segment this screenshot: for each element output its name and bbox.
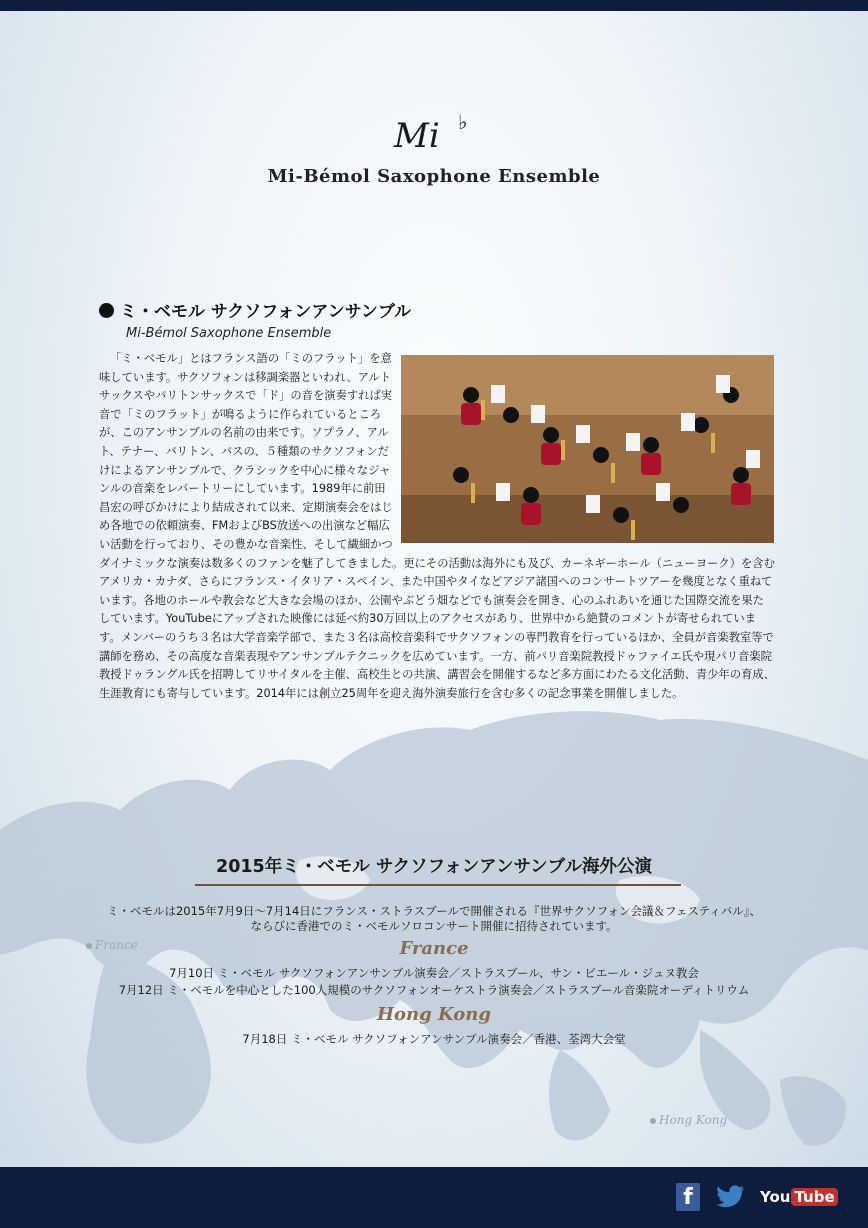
tour-intro [0,904,868,934]
tour-intro-line: ならびに香港でのミ・ベモルソロコンサート開催に招待されています。 [250,919,618,933]
map-marker-icon [650,1118,656,1124]
ensemble-photo-image [401,355,774,543]
map-label-france: France [86,938,138,952]
bullet-icon [99,303,114,318]
hongkong-event-1: 7月18日 ミ・ベモル サクソフォンアンサンブル演奏会／香港、荃湾大会堂 [242,1032,626,1046]
youtube-icon[interactable]: You Tube [760,1188,838,1206]
france-heading: France [399,938,469,959]
france-event-2: 7月12日 ミ・ベモルを中心とした100人規模のサクソフォンオーケストラ演奏会／ストラスブール音楽院オーディトリウム [118,983,750,997]
ensemble-title: Mi-Bémol Saxophone Ensemble [267,166,601,187]
facebook-icon[interactable]: f [676,1183,700,1211]
map-label-hongkong: Hong Kong [650,1113,727,1127]
ensemble-logo [388,110,478,160]
france-event-1: 7月10日 ミ・ベモル サクソフォンアンサンブル演奏会／ストラスブール、サン・ピエール・ジュヌ教会 [169,966,699,980]
ensemble-photo [401,355,774,543]
profile-heading: ミ・ベモル サクソフォンアンサンブル [99,297,411,322]
profile-body-text: 「ミ・ベモル」とはフランス語の「ミのフラット」を意味しています。サクソフォンは移調楽器といわれ、アルトサックスやバリトンサックスで「ド」の音を演奏すれば実音で「ミのフラット」が鳴るように作られているところが、このアンサンブルの名前の由来です。ソプラノ、アルト、テナー、バリトン、バスの、５種類のサクソフォンだけによるアンサンブルで、クラシックを中心に様々なジャンルの音楽をレパートリーにしています。1989年に前田昌宏の呼びかけにより結成されて以来、定期演奏会をはじめ各地での依頼演奏、FMおよびBS放送への出演など幅広い活動を行っており、その豊かな音楽性、そして繊細かつダイナミックな演奏は数多くのファンを魅了してきました。更にその活動は海外にも及び、カーネギーホール（ニューヨーク）を含むアメリカ・カナダ、さらにフランス・イタリア・スペイン、また中国やタイなどアジア諸国へのコンサートツアーを幾度となく重ねています。各地のホールや教会など大きな会場のほか、公園やぶどう畑などでも演奏会を開き、心のふれあいを通じた国際交流を果たしています。YouTubeにアップされた映像には延べ約30万回以上のアクセスがあり、世界中から絶賛のコメントが寄せられています。メンバーのうち３名は大学音楽学部で、また３名は高校音楽科でサクソフォンの専門教育を行っているほか、全員が音楽教室等で講師を務め、その高度な音楽表現やアンサンブルテクニックを広めています。一方、前パリ音楽院教授ドゥファイエ氏や現パリ音楽院教授ドゥラングル氏を招聘してリサイタルを主催、高校生との共演、講習会を開催するなど多方面にわたる文化活動、青少年の育成、生涯教育にも寄与しています。2014年には創立25周年を迎え海外演奏旅行を含む多くの記念事業を開催しました。 [99,352,775,700]
twitter-icon[interactable] [716,1183,746,1211]
logo-flat-symbol: ♭ [458,110,468,134]
tour-title: 2015年ミ・ベモル サクソフォンアンサンブル海外公演 [216,857,652,877]
top-bar [0,0,868,11]
hongkong-heading: Hong Kong [377,1004,491,1025]
logo-script-text: Mi [394,116,440,156]
tour-title-underline [195,884,681,886]
profile-subheading: Mi-Bémol Saxophone Ensemble [126,326,332,341]
world-map-background [0,700,868,1170]
tour-intro-line: ミ・ベモルは2015年7月9日〜7月14日にフランス・ストラスブールで開催される『世界サクソフォン会議＆フェスティバル』、 [106,904,762,918]
